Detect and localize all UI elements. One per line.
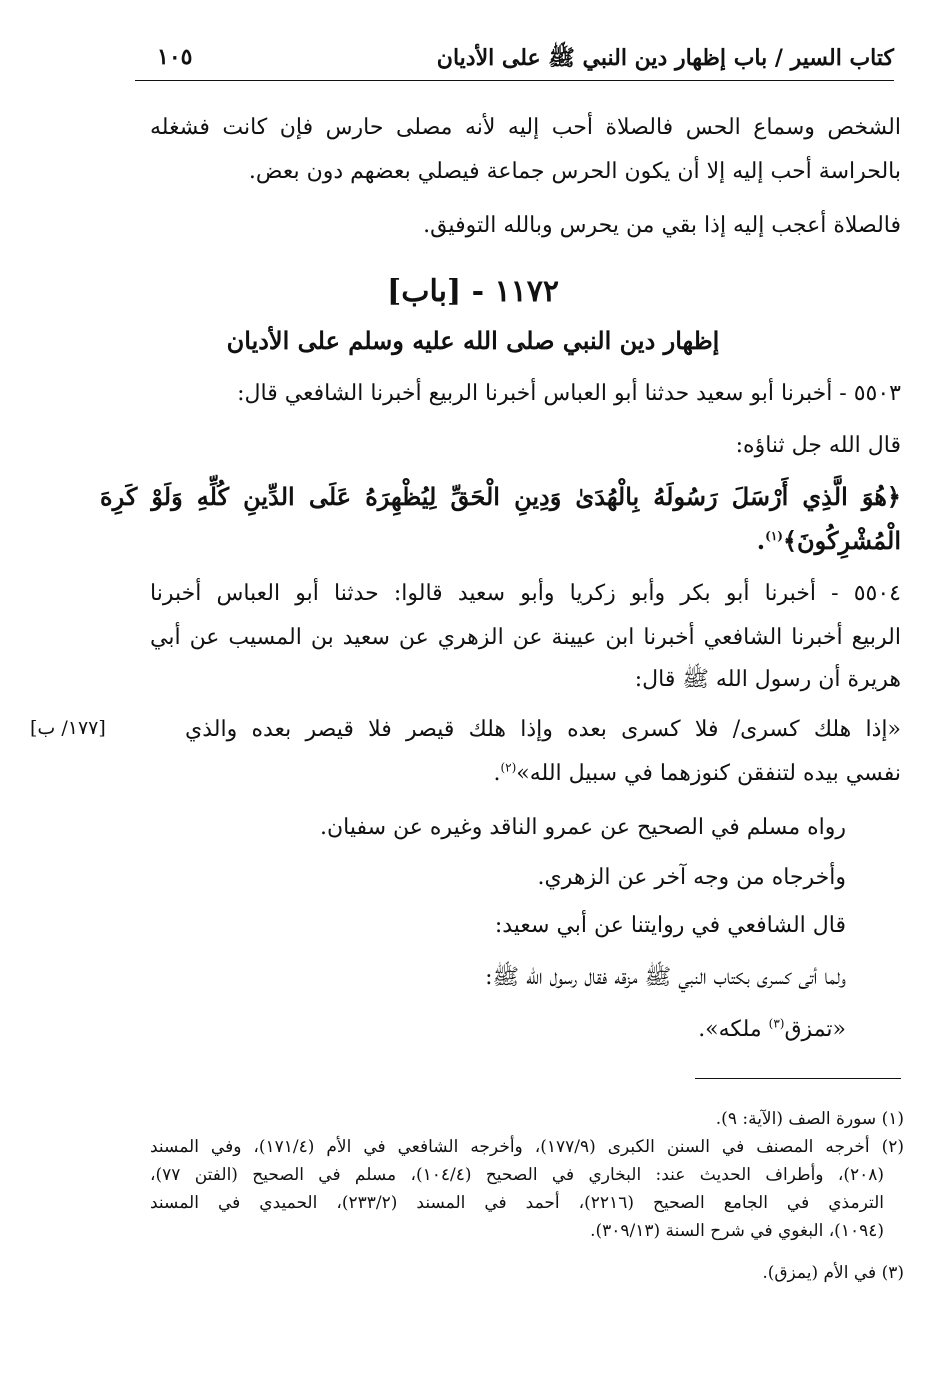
paragraph-line: الشخص وسماع الحس فالصلاة أحب إليه لأنه مصلى حارس فإن كانت فشغله <box>150 115 901 140</box>
footnote-divider <box>695 1078 901 1079</box>
footnote-ref: (٢) <box>500 760 517 775</box>
chapter-title: إظهار دين النبي صلى الله عليه وسلم على الأديان <box>226 326 720 355</box>
running-header <box>135 40 894 81</box>
manuscript-folio-marker: [١٧٧/ ب] <box>30 717 106 739</box>
footnote: (٢٠٨)، وأطراف الحديث عند: البخاري في الصحيح (١٠٤/٤)، مسلم في الصحيح (الفتن ٧٧)، <box>150 1165 885 1185</box>
hadith-5503-isnad: ٥٥٠٣ - أخبرنا أبو سعيد حدثنا أبو العباس أخبرنا الربيع أخبرنا الشافعي قال: <box>237 381 901 406</box>
narration-note: ولما أتى كسرى بكتاب النبي ﷺ مزقه فقال رسول الله ﷺ: <box>485 965 846 990</box>
chapter-number: ١١٧٢ - [باب] <box>387 274 559 309</box>
footnote-ref: (١) <box>765 529 783 543</box>
hadith-5504-isnad: هريرة أن رسول الله ﷺ قال: <box>634 667 901 692</box>
hadith-text-end: نفسي بيده لتنفقن كنوزهما في سبيل الله» <box>516 761 901 786</box>
quote-intro: قال الله جل ثناؤه: <box>735 433 901 458</box>
hadith-text-line: «إذا هلك كسرى/ فلا كسرى بعده وإذا هلك قيصر فلا قيصر بعده والذي <box>185 717 901 742</box>
narration-note: «تمزق$^{(٣)}$ ملكه». <box>698 1016 846 1042</box>
quran-verse-line: الْمُشْرِكُونَ﴾$^{(١)}$. <box>756 526 901 555</box>
hadith-text-line: نفسي بيده لتنفقن كنوزهما في سبيل الله»$^{(٢)}$. <box>493 760 901 786</box>
narration-note: وأخرجاه من وجه آخر عن الزهري. <box>537 865 846 890</box>
running-header-title: كتاب السير / باب إظهار دين النبي ﷺ على الأديان <box>436 45 894 71</box>
footnote: (١٠٩٤)، البغوي في شرح السنة (٣٠٩/١٣). <box>590 1221 884 1241</box>
paragraph-line: بالحراسة أحب إليه إلا أن يكون الحرس جماعة فيصلي بعضهم دون بعض. <box>248 159 901 184</box>
footnote: (٣) في الأم (يمزق). <box>762 1263 904 1283</box>
quran-verse-end: الْمُشْرِكُونَ﴾ <box>782 526 901 555</box>
footnote: (٢) أخرجه المصنف في السنن الكبرى (١٧٧/٩)، وأخرجه الشافعي في الأم (١٧١/٤)، وفي المسند <box>150 1137 904 1157</box>
footnote-ref: (٣) <box>768 1016 785 1031</box>
paragraph-line: فالصلاة أعجب إليه إذا بقي من يحرس وبالله التوفيق. <box>423 213 901 238</box>
narration-note: قال الشافعي في روايتنا عن أبي سعيد: <box>494 913 846 938</box>
footnote: الترمذي في الجامع الصحيح (٢٢١٦)، أحمد في المسند (٢٣٣/٢)، الحميدي في المسند <box>150 1193 884 1213</box>
hadith-5504-isnad: ٥٥٠٤ - أخبرنا أبو بكر وأبو زكريا وأبو سعيد قالوا: حدثنا أبو العباس أخبرنا <box>150 581 901 606</box>
narration-note: رواه مسلم في الصحيح عن عمرو الناقد وغيره عن سفيان. <box>319 815 846 840</box>
footnote: (١) سورة الصف (الآية: ٩). <box>715 1109 904 1129</box>
quran-verse-line: ﴿هُوَ الَّذِي أَرْسَلَ رَسُولَهُ بِالْهُدَىٰ وَدِينِ الْحَقِّ لِيُظْهِرَهُ عَلَى الدِّينِ كُلِّهِ وَلَوْ كَرِهَ <box>100 482 901 511</box>
page-number: ١٠٥ <box>157 44 193 70</box>
hadith-5504-isnad: الربيع أخبرنا الشافعي أخبرنا ابن عيينة عن الزهري عن سعيد بن المسيب عن أبي <box>150 625 901 650</box>
